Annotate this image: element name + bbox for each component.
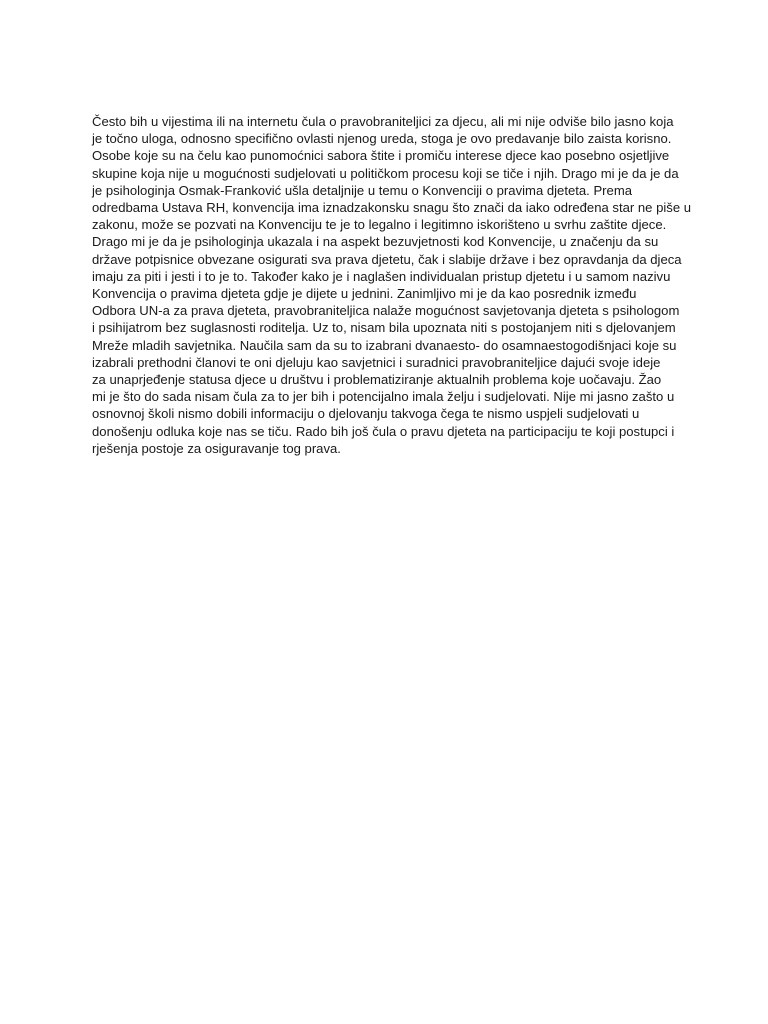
paragraph-line: Drago mi je da je psihologinja ukazala i na aspekt bezuvjetnosti kod Konvencije, u značenju da su bbox=[92, 234, 659, 250]
paragraph-line: imaju za piti i jesti i to je to. Također kako je i naglašen individualan pristup djetetu i u samom nazivu bbox=[92, 268, 671, 284]
paragraph-line: odredbama Ustava RH, konvencija ima iznadzakonsku snagu što znači da iako određena star ne piše u bbox=[92, 200, 692, 216]
paragraph-line: je psihologinja Osmak-Franković ušla detaljnije u temu o Konvenciji o pravima djeteta. Prema bbox=[92, 182, 633, 198]
paragraph-line: Konvencija o pravima djeteta gdje je dijete u jednini. Zanimljivo mi je da kao posrednik između bbox=[92, 286, 637, 302]
paragraph-line: osnovnoj školi nismo dobili informaciju o djelovanju takvoga čega te nismo uspjeli sudjelovati u bbox=[92, 406, 640, 422]
body-paragraph bbox=[92, 113, 692, 457]
paragraph-line: Osobe koje su na čelu kao punomoćnici sabora štite i promiču interese djece kao posebno osjetljive bbox=[92, 148, 670, 164]
paragraph-line: rješenja postoje za osiguravanje tog prava. bbox=[92, 440, 341, 456]
paragraph-line: donošenju odluka koje nas se tiču. Rado bih još čula o pravu djeteta na participaciju te koji postupci i bbox=[92, 423, 675, 439]
paragraph-line: skupine koja nije u mogućnosti sudjelovati u političkom procesu koji se tiče i njih. Drago mi je da je da bbox=[92, 165, 679, 181]
paragraph-line: je točno uloga, odnosno specifično ovlasti njenog ureda, stoga je ovo predavanje bilo zaista korisno. bbox=[92, 131, 672, 147]
paragraph-line: zakonu, može se pozvati na Konvenciju te je to legalno i legitimno iskorišteno u svrhu zaštite djece. bbox=[92, 217, 667, 233]
paragraph-line: Odbora UN-a za prava djeteta, pravobraniteljica nalaže mogućnost savjetovanja djeteta s psihologom bbox=[92, 303, 680, 319]
paragraph-line: mi je što do sada nisam čula za to jer bih i potencijalno imala želju i sudjelovati. Nije mi jasno zašto u bbox=[92, 389, 675, 405]
paragraph-line: države potpisnice obvezane osigurati sva prava djetetu, čak i slabije države i bez opravdanja da djeca bbox=[92, 251, 682, 267]
paragraph-line: i psihijatrom bez suglasnosti roditelja. Uz to, nisam bila upoznata niti s postojanjem niti s djelovanjem bbox=[92, 320, 676, 336]
paragraph-line: Mreže mladih savjetnika. Naučila sam da su to izabrani dvanaesto- do osamnaestogodišnjaci koje su bbox=[92, 337, 677, 353]
paragraph-line: izabrali prethodni članovi te oni djeluju kao savjetnici i suradnici pravobraniteljice dajući svoje ideje bbox=[92, 354, 661, 370]
paragraph-line: Često bih u vijestima ili na internetu čula o pravobraniteljici za djecu, ali mi nije odviše bilo jasno koja bbox=[92, 114, 674, 129]
paragraph-line: za unaprjeđenje statusa djece u društvu i problematiziranje aktualnih problema koje uočavaju. Žao bbox=[92, 372, 662, 388]
